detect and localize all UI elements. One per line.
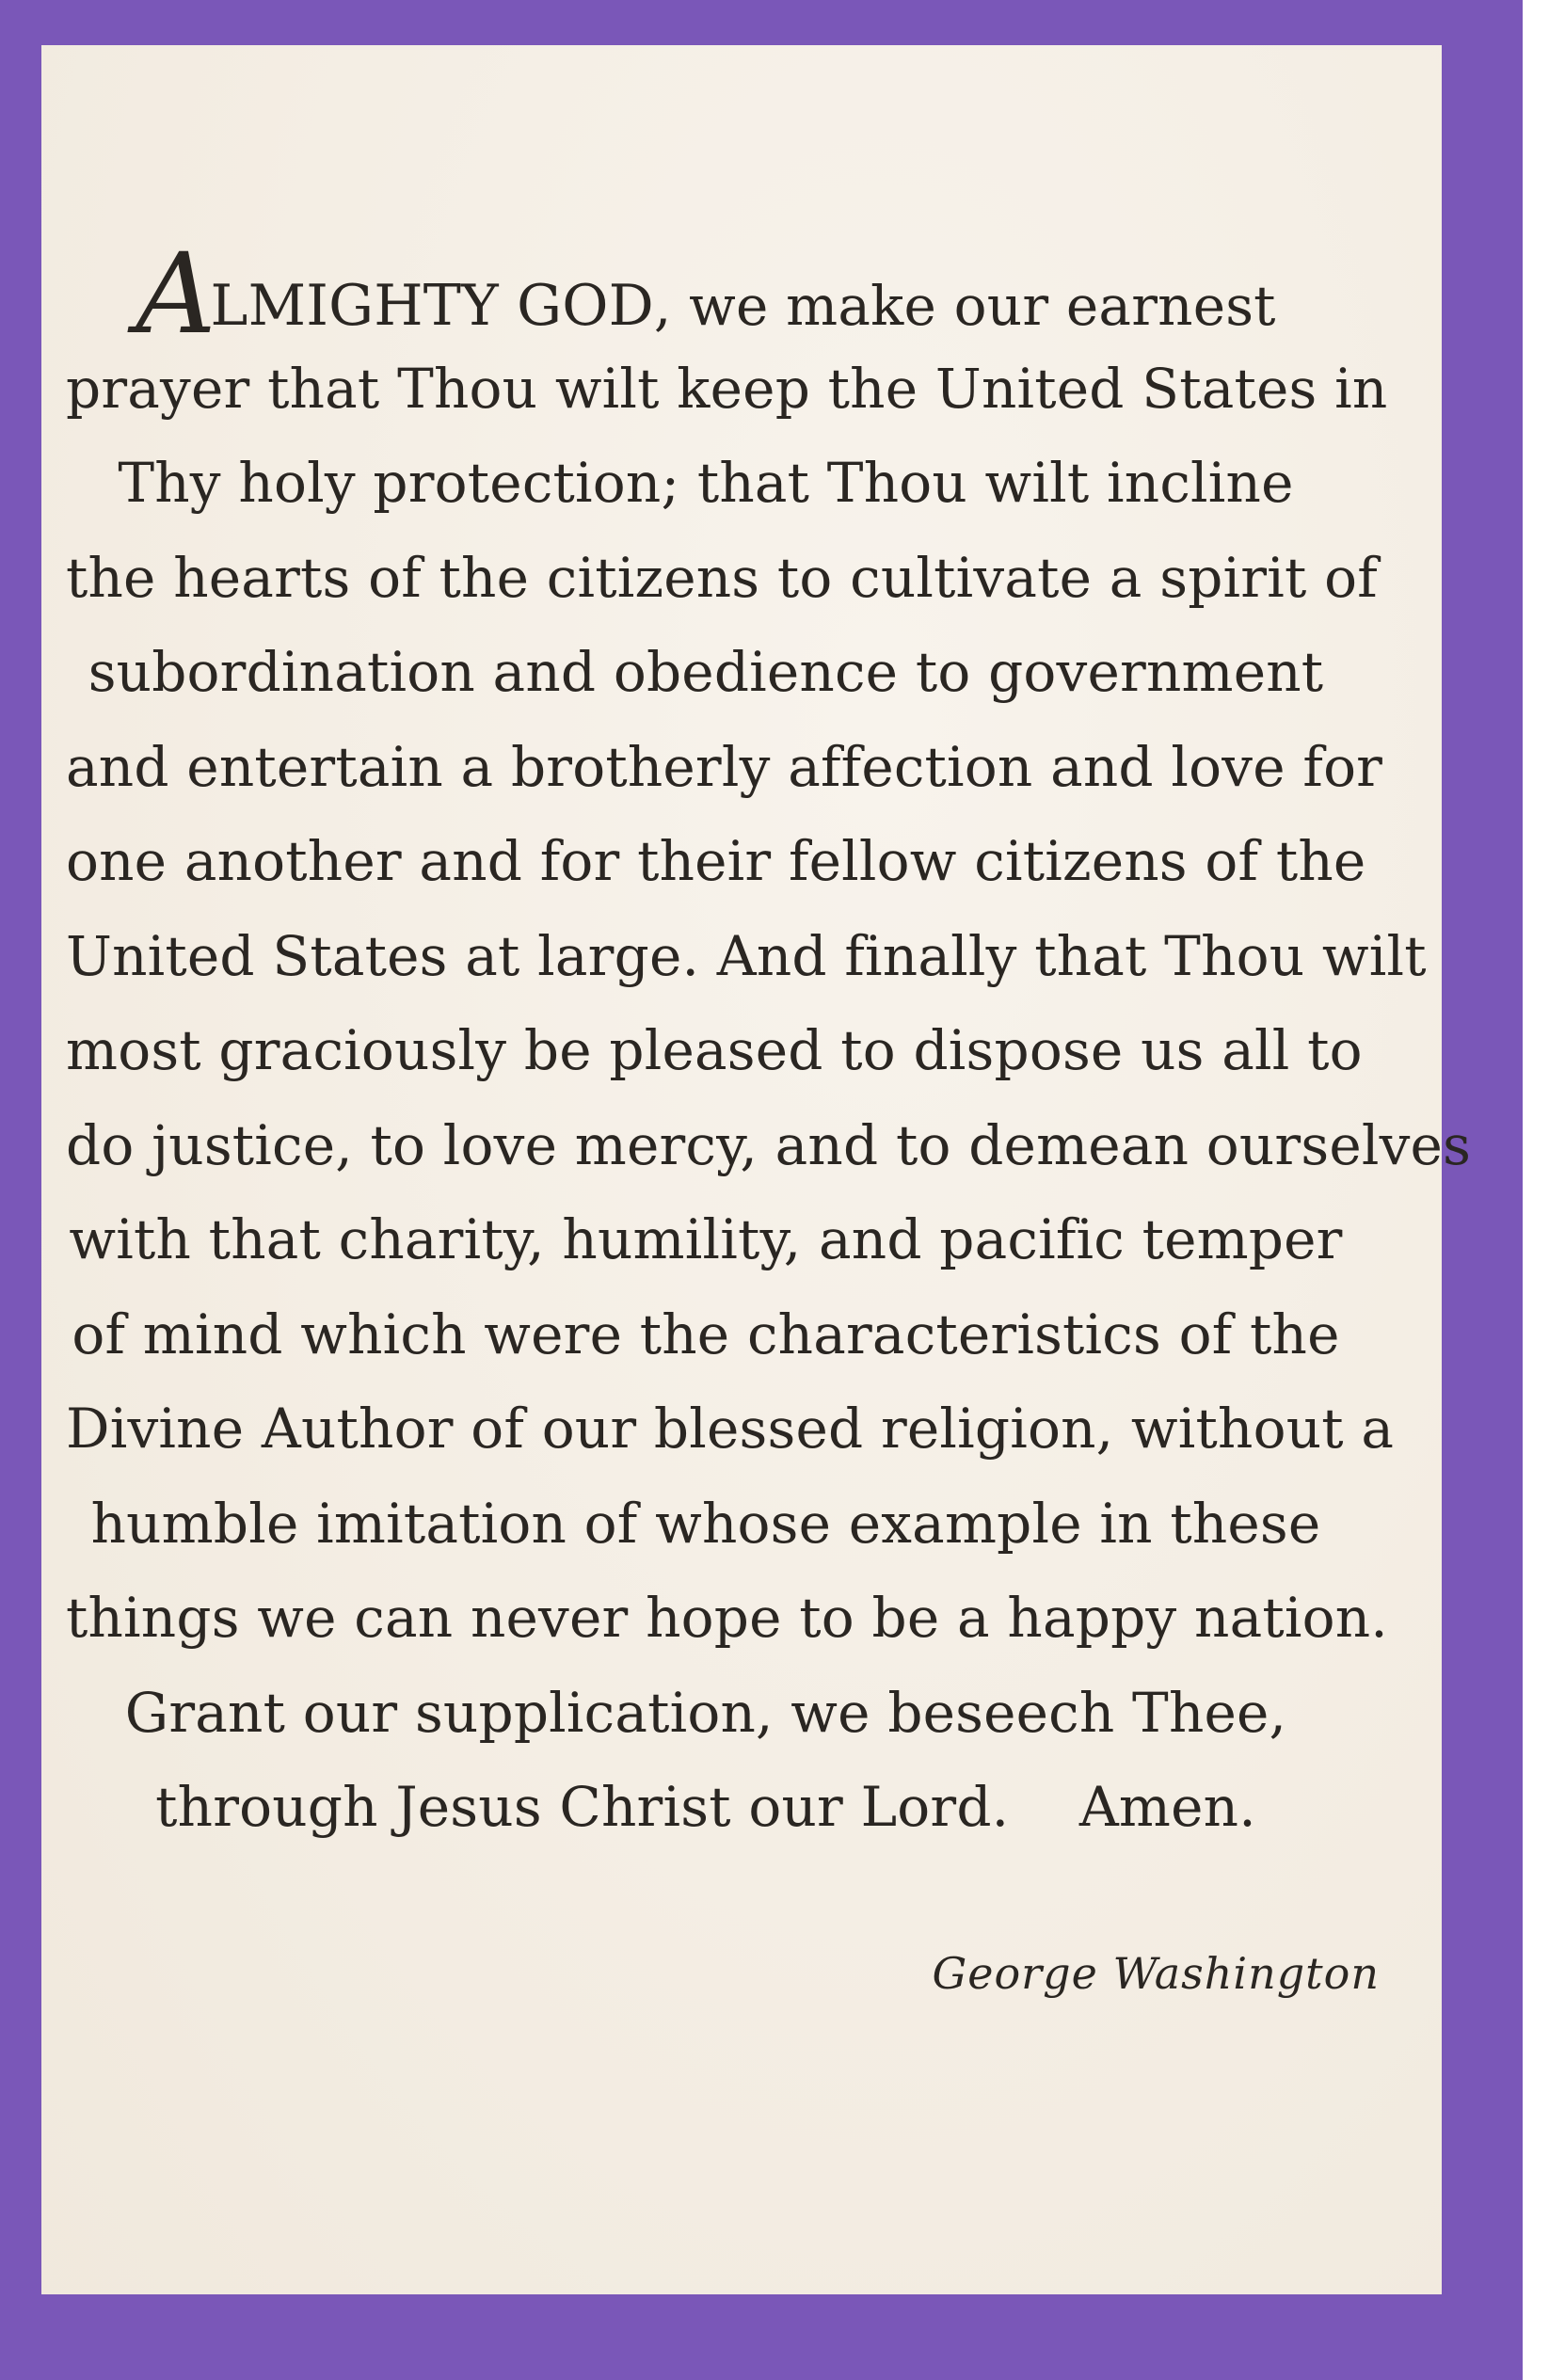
signature-george-washington: George Washington: [932, 1948, 1380, 1999]
prayer-line-4: the hearts of the citizens to cultivate a spirit of: [66, 545, 1378, 610]
prayer-line-17: through Jesus Christ our Lord. Amen.: [155, 1775, 1256, 1839]
opening-words: LMIGHTY GOD: [210, 273, 654, 339]
prayer-text: [66, 229, 1472, 1855]
prayer-line-16: Grant our supplication, we beseech Thee,: [124, 1680, 1287, 1745]
prayer-line-13: Divine Author of our blessed religion, without a: [66, 1397, 1395, 1461]
prayer-line-3: Thy holy protection; that Thou wilt incline: [118, 451, 1294, 515]
prayer-line-11: with that charity, humility, and pacific temper: [69, 1207, 1343, 1271]
prayer-line-12: of mind which were the characteristics of the: [72, 1302, 1340, 1366]
prayer-line-14: humble imitation of whose example in these: [90, 1491, 1321, 1556]
opening-line-rest: , we make our earnest: [653, 274, 1276, 338]
drop-cap-letter: A: [136, 229, 211, 359]
prayer-line-2: prayer that Thou wilt keep the United States in: [66, 356, 1388, 421]
prayer-line-1: [66, 229, 1346, 359]
prayer-line-7: one another and for their fellow citizens of the: [66, 829, 1366, 893]
prayer-line-5: subordination and obedience to government: [88, 640, 1324, 704]
prayer-line-6: and entertain a brotherly affection and love for: [66, 734, 1383, 799]
prayer-line-9: most graciously be pleased to dispose us all to: [66, 1018, 1363, 1082]
prayer-line-8: United States at large. And finally that Thou wilt: [66, 923, 1427, 988]
prayer-line-10: do justice, to love mercy, and to demean ourselves: [66, 1112, 1472, 1177]
prayer-line-15: things we can never hope to be a happy nation.: [66, 1586, 1388, 1650]
